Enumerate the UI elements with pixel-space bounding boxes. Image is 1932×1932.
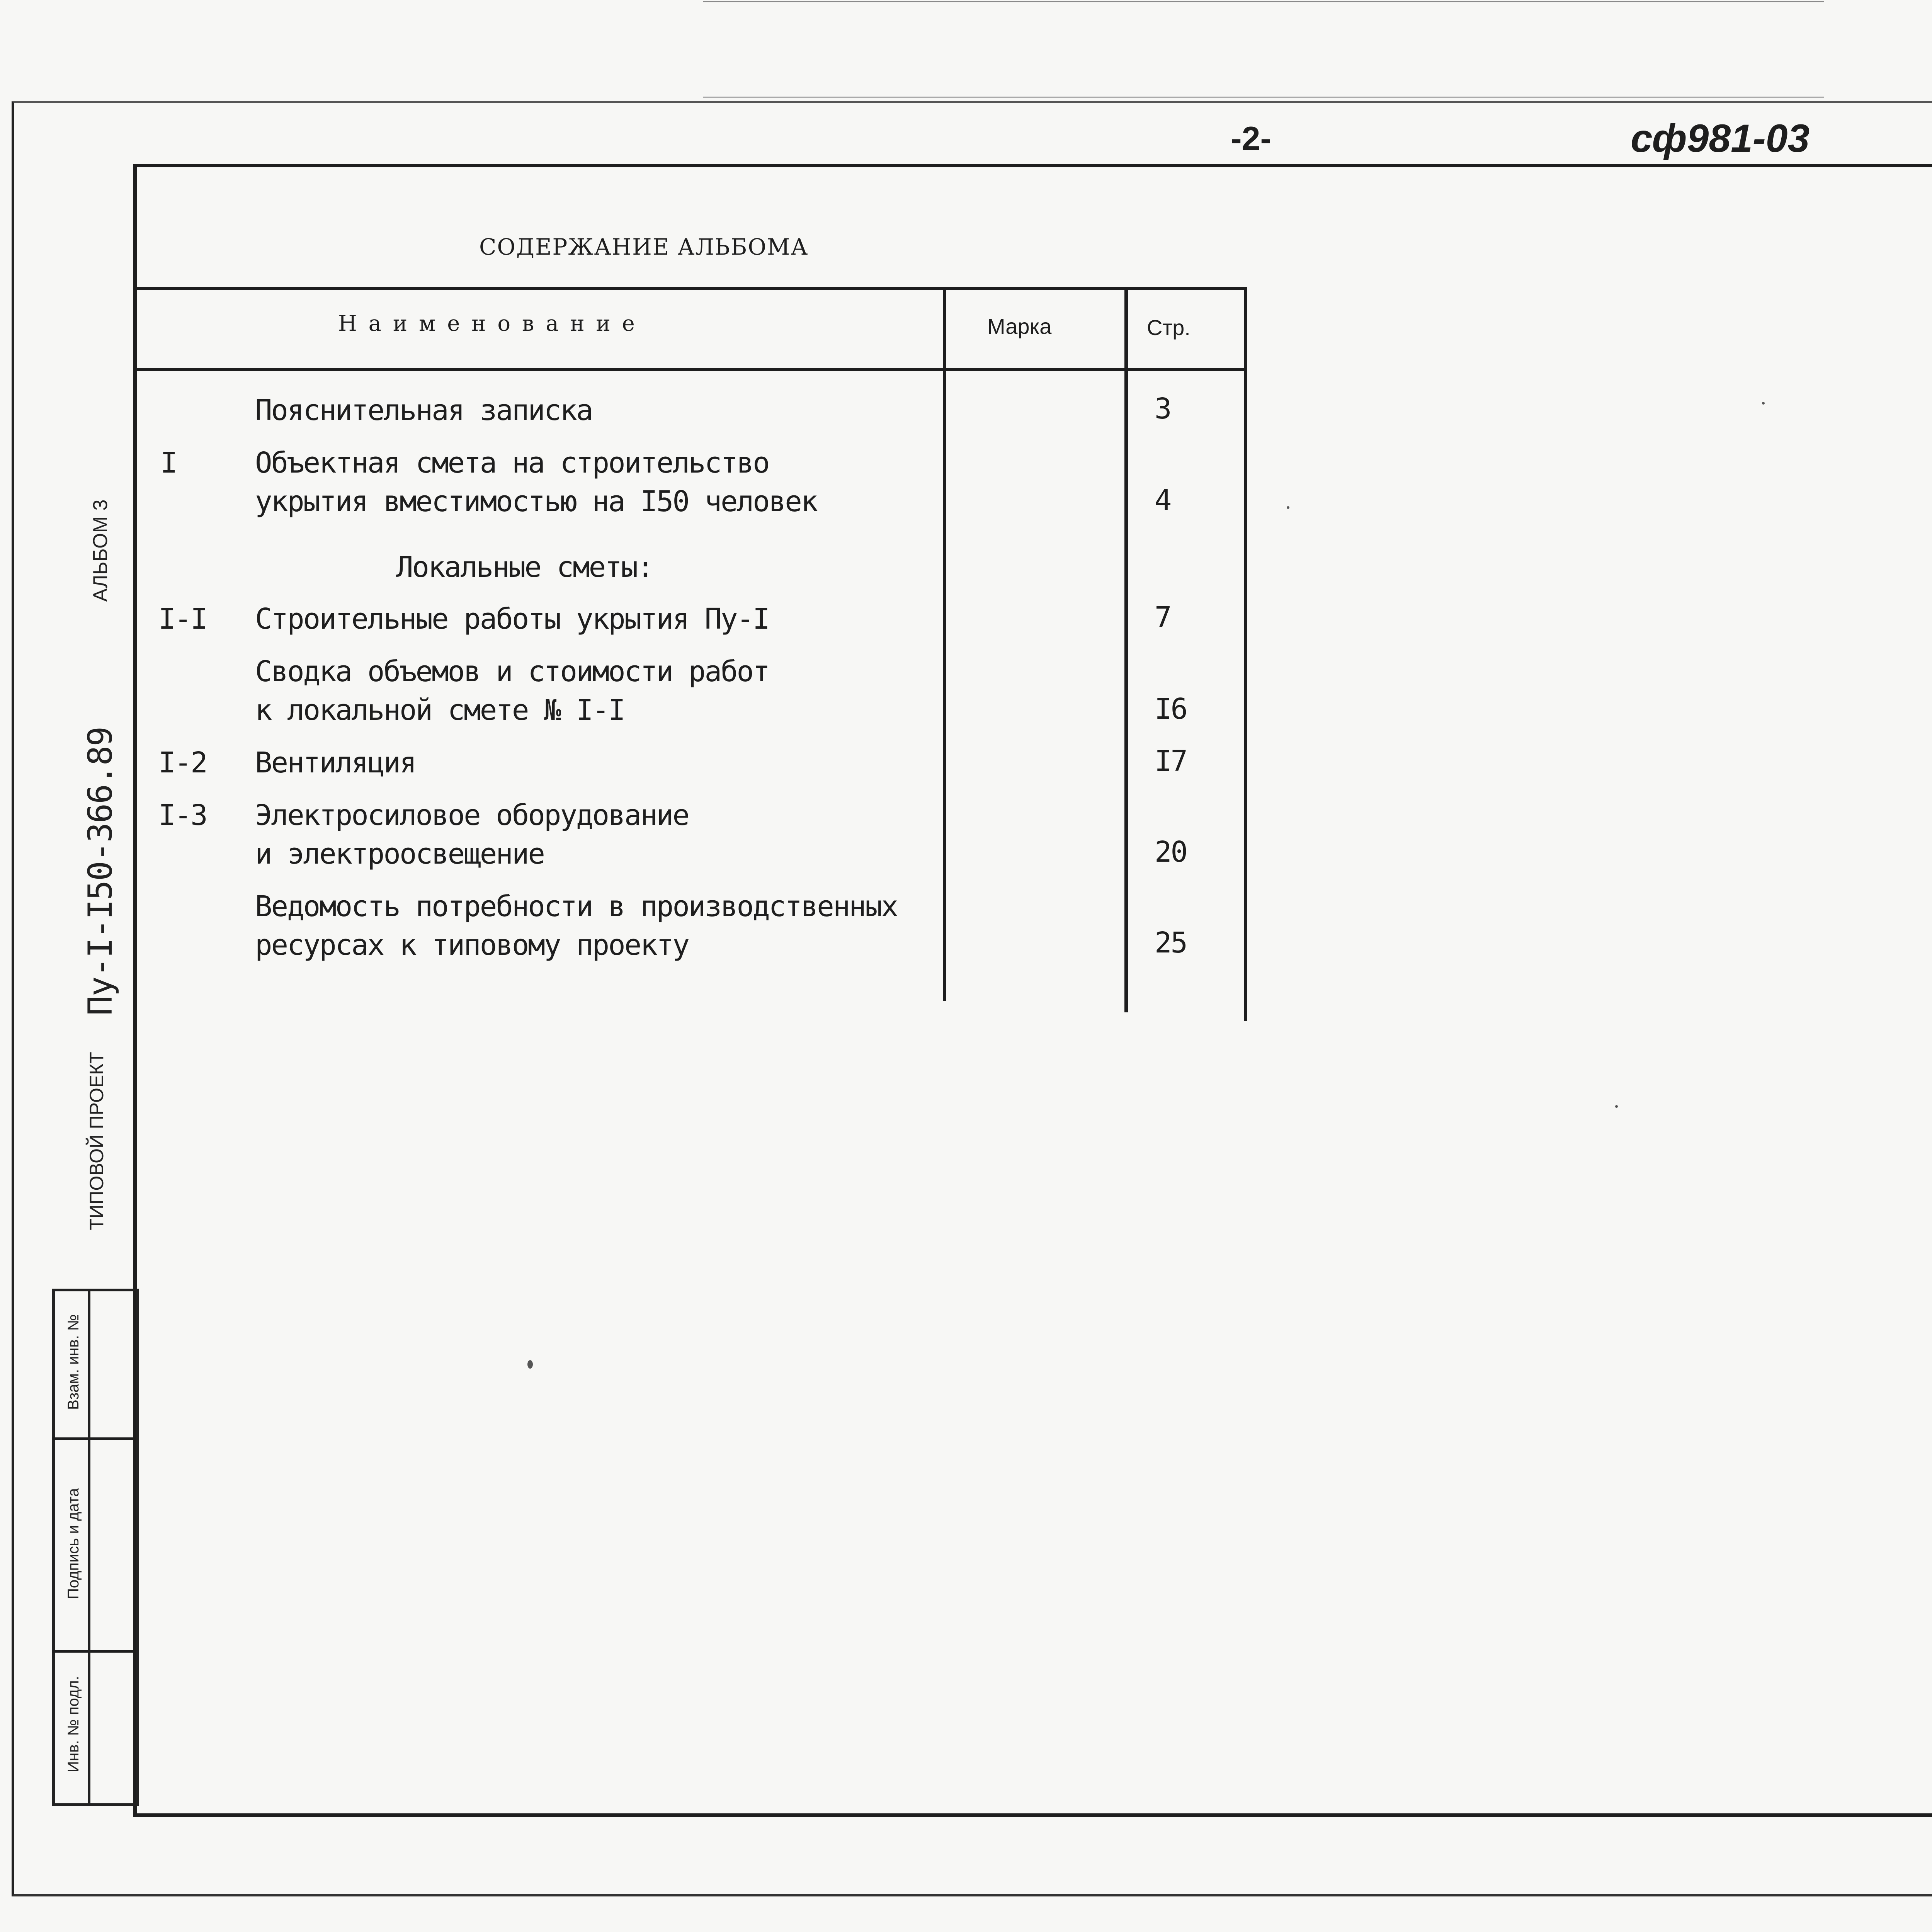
- scan-speck: [1287, 506, 1289, 509]
- table-row-page: 3: [1155, 392, 1171, 425]
- table-col-divider-mark: [943, 287, 946, 1001]
- scan-speck: [1762, 402, 1765, 405]
- table-row-number: I-I: [158, 602, 207, 636]
- scan-speck: [527, 1360, 533, 1369]
- scan-speck: [1615, 1105, 1618, 1108]
- table-row-page: I7: [1155, 745, 1187, 778]
- column-header-name: Н а и м е н о в а н и е: [338, 311, 637, 336]
- table-row-number: I-2: [158, 746, 207, 779]
- table-row-name: к локальной смете № I-I: [255, 694, 624, 727]
- stamp-orig-inv-label: Инв. № подл.: [65, 1676, 82, 1772]
- page-number: -2-: [1231, 120, 1272, 157]
- stamp-column-divider: [88, 1289, 90, 1803]
- table-row-name: Пояснительная записка: [255, 394, 592, 427]
- table-header-divider: [133, 368, 1247, 371]
- table-row-name: Электросиловое оборудование: [255, 799, 689, 832]
- table-row-name: и электроосвещение: [255, 837, 544, 871]
- table-row-page: 7: [1155, 601, 1171, 634]
- stamp-signature-date-label: Подпись и дата: [65, 1488, 82, 1599]
- table-top-border: [133, 287, 1247, 290]
- table-row-name: Строительные работы укрытия Пу-I: [255, 602, 769, 636]
- project-code: Пу-I-I50-366.89: [81, 727, 120, 1016]
- table-row-page: 25: [1155, 926, 1187, 959]
- section-heading-local-estimates: Локальные сметы:: [396, 551, 653, 584]
- table-row-page: I6: [1155, 692, 1187, 726]
- album-label: АЛЬБОМ 3: [89, 499, 112, 602]
- stamp-replaced-inv-label: Взам. инв. №: [65, 1314, 82, 1410]
- column-header-mark: Марка: [987, 314, 1052, 338]
- table-row-name: Сводка объемов и стоимости работ: [255, 655, 769, 688]
- table-col-divider-page: [1124, 287, 1128, 1012]
- table-row-number: I: [160, 446, 177, 480]
- document-code: сф981-03: [1631, 116, 1810, 160]
- album-contents-title: СОДЕРЖАНИЕ АЛЬБОМА: [479, 234, 809, 260]
- table-row-name: Ведомость потребности в производственных: [255, 890, 898, 923]
- table-row-page: 4: [1155, 484, 1171, 517]
- table-row-name: ресурсах к типовому проекту: [255, 929, 689, 962]
- project-type-label: ТИПОВОЙ ПРОЕКТ: [86, 1052, 107, 1230]
- table-row-page: 20: [1155, 835, 1187, 869]
- column-header-page: Стр.: [1147, 315, 1190, 340]
- scan-edge-line-top-2: [703, 97, 1824, 98]
- table-row-number: I-3: [158, 799, 207, 832]
- scan-edge-line-top: [703, 1, 1824, 2]
- table-row-name: укрытия вместимостью на I50 человек: [255, 485, 817, 518]
- table-row-name: Объектная смета на строительство: [255, 446, 769, 480]
- stamp-row-divider: [52, 1437, 136, 1440]
- table-row-name: Вентиляция: [255, 746, 416, 779]
- table-right-border: [1244, 287, 1247, 1021]
